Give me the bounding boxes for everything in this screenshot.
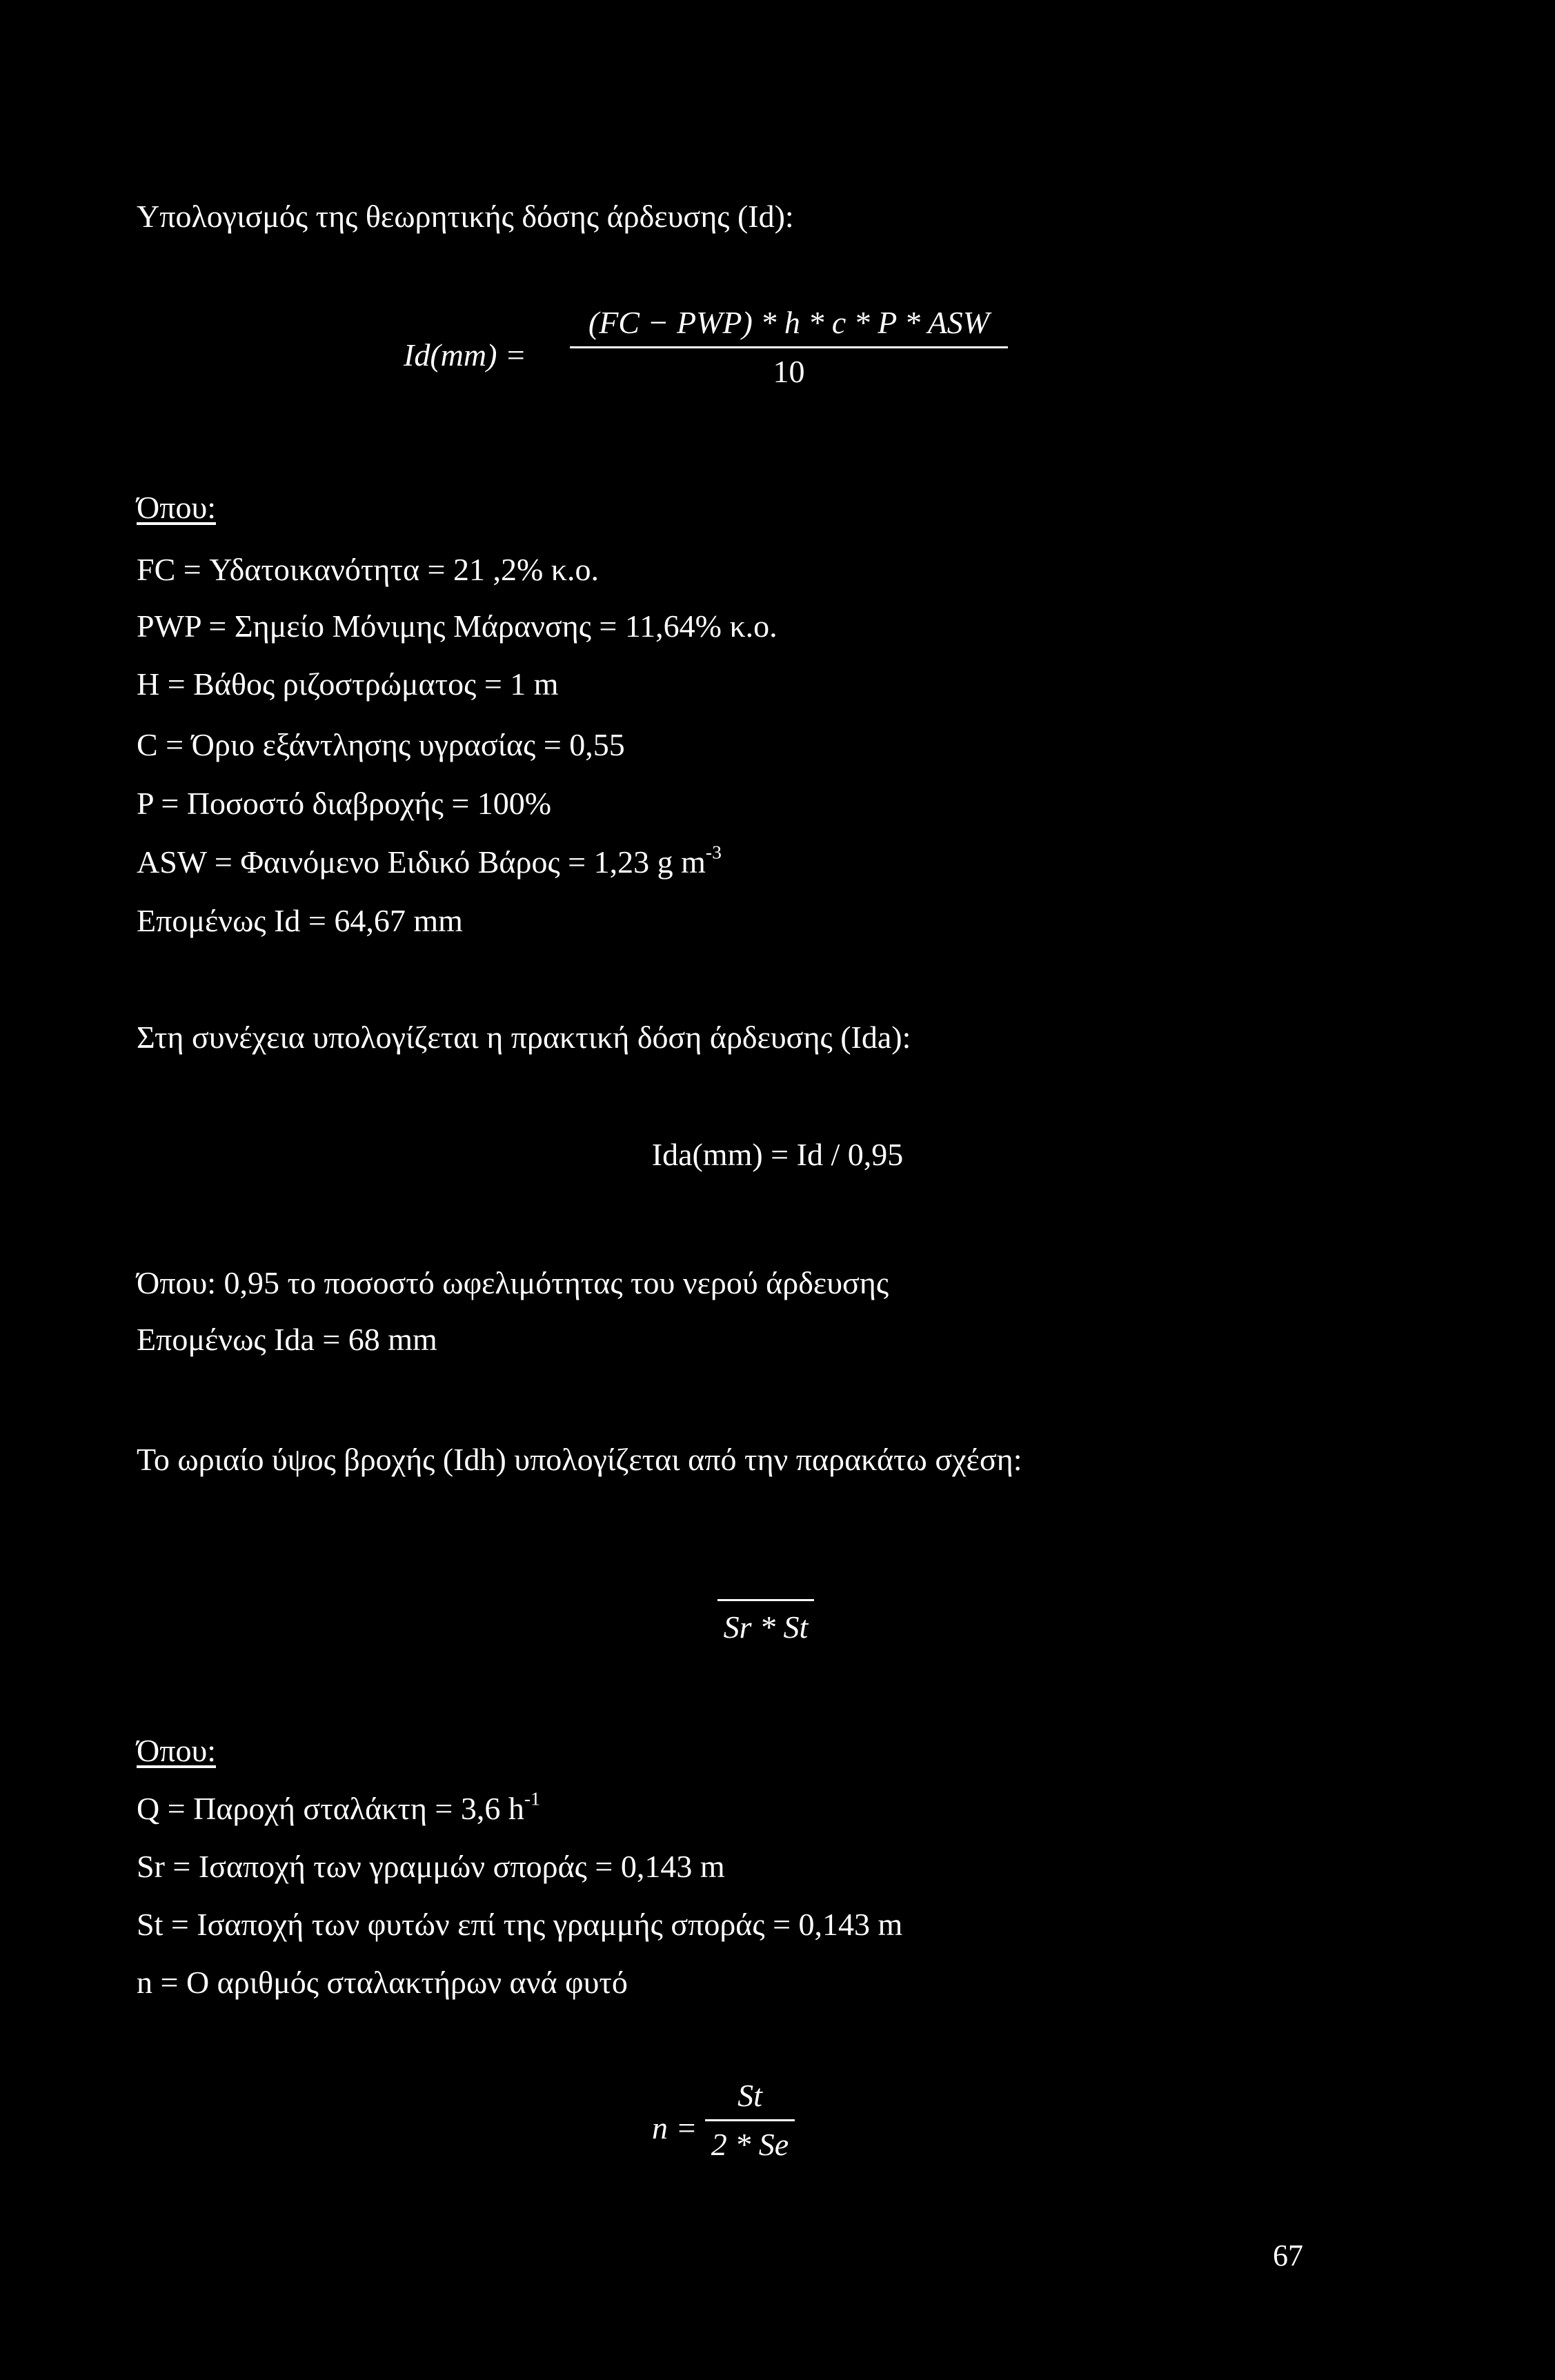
definition-pwp: PWP = Σημείο Μόνιμης Μάρανσης = 11,64% κ.ο.	[137, 608, 778, 644]
definition-sr: Sr = Ισαποχή των γραμμών σποράς = 0,143 m	[137, 1849, 725, 1884]
definition-fc: FC = Υδατοικανότητα = 21 ,2% κ.ο.	[137, 552, 599, 587]
formula-idh-overline	[717, 1599, 814, 1601]
result-ida: Επομένως Ida = 68 mm	[137, 1322, 437, 1357]
definition-st: St = Ισαποχή των φυτών επί της γραμμής σποράς = 0,143 m	[137, 1907, 903, 1942]
where-efficiency: Όπου: 0,95 το ποσοστό ωφελιμότητας του νερού άρδευσης	[137, 1265, 889, 1300]
formula-n-denominator: 2 * Se	[711, 2127, 789, 2162]
formula-n-fraction	[705, 2076, 795, 2164]
where-label-2: Όπου:	[137, 1733, 216, 1768]
formula-n	[0, 2076, 1555, 2187]
heading-practical-dose: Στη συνέχεια υπολογίζεται η πρακτική δόση άρδευσης (Ida):	[137, 1020, 911, 1055]
formula-n-lhs: n =	[652, 2110, 697, 2145]
definition-q	[137, 1789, 540, 1828]
heading-theoretical-dose: Υπολογισμός της θεωρητικής δόσης άρδευσης (Id):	[137, 199, 794, 234]
definition-n: n = Ο αριθμός σταλακτήρων ανά φυτό	[137, 1965, 628, 2000]
fraction-bar	[570, 346, 1008, 348]
formula-ida: Ida(mm) = Id / 0,95	[651, 1137, 904, 1172]
formula-id-numerator: (FC − PWP) * h * c * P * ASW	[588, 305, 990, 340]
fraction-bar	[705, 2119, 795, 2121]
formula-idh	[717, 1599, 814, 1647]
formula-id-lhs: Id(mm) =	[404, 337, 526, 373]
heading-hourly-rain: Το ωριαίο ύψος βροχής (Idh) υπολογίζεται από την παρακάτω σχέση:	[137, 1442, 1022, 1477]
formula-n-numerator: St	[737, 2078, 762, 2113]
definition-q-text: Q = Παροχή σταλάκτη = 3,6 h	[137, 1791, 524, 1826]
definition-h: H = Βάθος ριζοστρώματος = 1 m	[137, 666, 559, 702]
page-number: 67	[1273, 2239, 1303, 2272]
result-id: Επομένως Id = 64,67 mm	[137, 903, 463, 938]
formula-idh-denominator: Sr * St	[723, 1609, 809, 1645]
formula-id-fraction	[570, 304, 1008, 391]
definition-asw-exponent: -3	[705, 841, 722, 863]
definition-p: P = Ποσοστό διαβροχής = 100%	[137, 786, 552, 821]
formula-id	[0, 304, 1555, 414]
definition-asw-text: ASW = Φαινόμενο Ειδικό Βάρος = 1,23 g m	[137, 844, 706, 880]
definition-q-exponent: -1	[524, 1787, 540, 1809]
definition-c: C = Όριο εξάντλησης υγρασίας = 0,55	[137, 727, 625, 762]
formula-id-denominator: 10	[773, 354, 805, 389]
where-label-1: Όπου:	[137, 490, 216, 525]
definition-asw	[137, 843, 722, 882]
